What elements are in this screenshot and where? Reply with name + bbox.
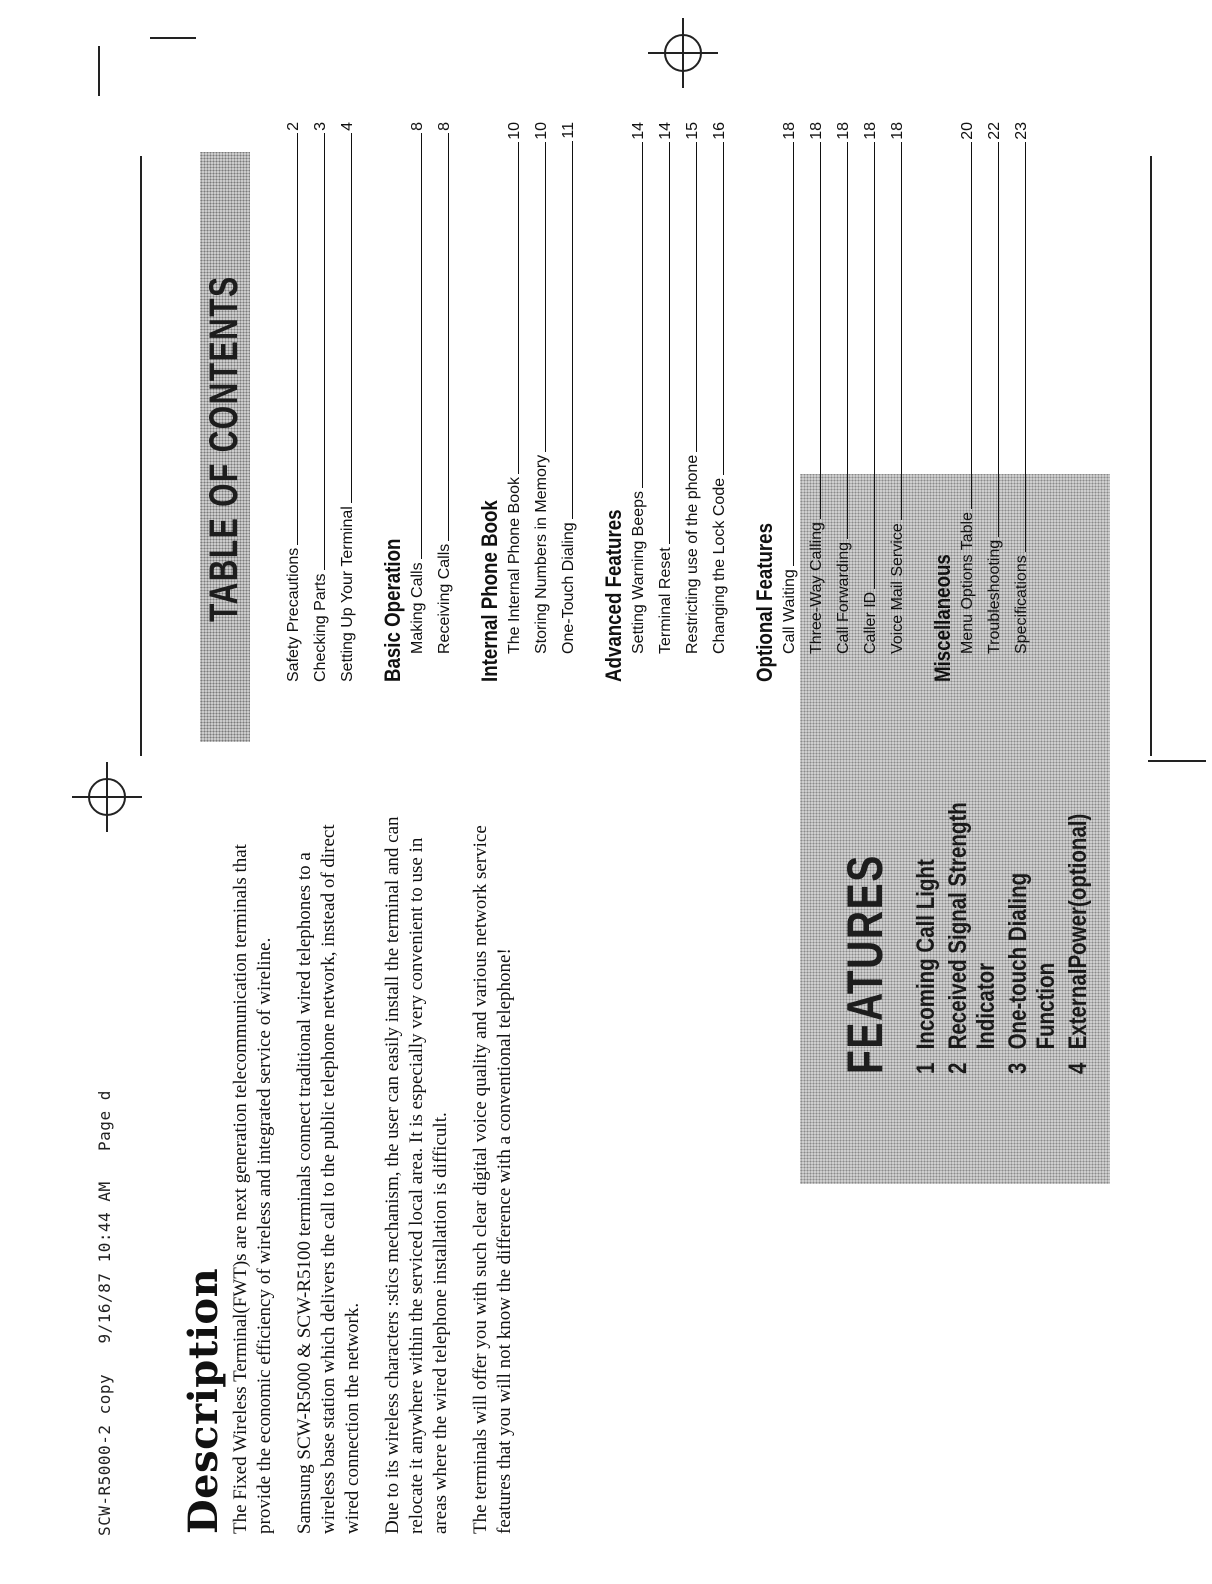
leader-line [793,142,794,566]
toc-section-heading: Basic Operation [380,538,405,682]
toc-entry-label: Storing Numbers in Memory [533,454,550,654]
toc-section-advanced-features [601,122,738,682]
toc-entry-page: 15 [684,122,701,140]
leader-line [351,133,352,503]
toc-entry-page: 14 [657,122,674,140]
toc-entry[interactable] [657,122,684,682]
toc-entry-label: Making Calls [409,562,426,654]
toc-entry-label: Menu Options Table [959,511,976,654]
toc-entry[interactable] [630,122,657,682]
toc-entry[interactable] [285,122,312,682]
leader-line [324,133,325,571]
toc-entry[interactable] [862,122,889,682]
feature-number: 3 [1004,1062,1032,1074]
toc-section-heading: Optional Features [752,523,777,682]
toc-entry[interactable] [533,122,560,682]
toc-entry-label: Voice Mail Service [889,523,906,654]
registration-mark-right [664,34,702,72]
toc-entry-page: 18 [889,122,906,140]
description-paragraph: The terminals will offer you with such clear digital voice quality and various network service features that you will not know the difference with a conventional telephone! [470,825,515,1534]
toc-section-basic-operation [380,122,463,682]
description-section [180,794,533,1534]
leader-line [297,133,298,545]
leader-line [847,142,848,539]
toc-entry-page: 8 [436,122,453,131]
feature-text-continued: Indicator [972,962,1000,1050]
toc-section-heading: Miscellaneous [930,554,955,682]
leader-line [723,142,724,475]
crop-mark [98,46,100,96]
leader-line [998,142,999,537]
leader-line [901,142,902,520]
toc-entry-page: 22 [986,122,1003,140]
toc-entry[interactable] [506,122,533,682]
toc-section-heading: Internal Phone Book [477,500,502,682]
toc-entry[interactable] [781,122,808,682]
feature-text-continued: Function [1032,962,1060,1050]
toc-entry-label: Receiving Calls [436,543,453,654]
toc-entry[interactable] [409,122,436,682]
toc-entry[interactable] [339,122,366,682]
toc-entry-label: Specifications [1013,555,1030,654]
toc-entry[interactable] [986,122,1013,682]
toc-entry[interactable] [835,122,862,682]
toc-entry-label: Changing the Lock Code [711,477,728,654]
feature-text: Incoming Call Light [912,859,940,1050]
rule-bottom [140,156,142,756]
feature-text: ExternalPower(optional) [1064,813,1092,1050]
toc-entry-label: Restricting use of the phone [684,454,701,654]
toc-entry[interactable] [808,122,835,682]
leader-line [642,142,643,488]
toc-section-heading: Advanced Features [601,509,626,682]
toc-entry[interactable] [959,122,986,682]
toc-title: TABLE OF CONTENTS [202,275,246,622]
leader-line [572,141,573,520]
registration-mark-top [88,778,126,816]
toc-section-internal-phone-book [477,122,587,682]
toc-entry-label: Setting Warning Beeps [630,490,647,654]
description-paragraph: Due to its wireless characters :stics mechanism, the user can easily install the terminal and can relocate it anywhere within the serviced local area. It is especially very convenient to use in areas where the wired telephone installation is difficult. [382,816,451,1534]
features-title: FEATURES [837,854,893,1074]
toc-entry[interactable] [1013,122,1040,682]
crop-mark [1148,760,1206,762]
toc-entry-page: 2 [285,122,302,131]
table-of-contents [285,122,1040,682]
toc-entry-page: 4 [339,122,356,131]
toc-section-miscellaneous [930,122,1040,682]
feature-item [1064,566,1092,1074]
leader-line [518,142,519,474]
toc-entry[interactable] [684,122,711,682]
toc-entry-label: Terminal Reset [657,547,674,654]
toc-entry-page: 23 [1013,122,1030,140]
toc-entry-page: 18 [835,122,852,140]
leader-line [1025,142,1026,552]
leader-line [448,133,449,541]
toc-entry[interactable] [436,122,463,682]
leader-line [669,142,670,545]
toc-entry-label: One-Touch Dialing [560,522,577,654]
toc-entry-page: 10 [506,122,523,140]
toc-entry-label: Troubleshooting [986,539,1003,654]
leader-line [545,142,546,452]
crop-mark [150,37,196,39]
feature-text: Received Signal Strength [944,802,972,1050]
toc-entry-page: 10 [533,122,550,140]
feature-text: One-touch Dialing [1004,872,1032,1050]
leader-line [971,142,972,509]
feature-number: 2 [944,1062,972,1074]
leader-line [421,133,422,560]
toc-entry-label: Call Forwarding [835,541,852,654]
toc-entry-label: The Internal Phone Book [506,476,523,654]
toc-section-optional-features [752,122,916,682]
toc-banner [200,152,250,742]
file-header: SCW-R5000-2 copy 9/16/87 10:44 AM Page d [95,1090,114,1536]
toc-entry-label: Three-Way Calling [808,522,825,654]
feature-number: 4 [1064,1062,1092,1074]
description-title: Description [180,1267,227,1534]
description-paragraph: The Fixed Wireless Terminal(FWT)s are next generation telecommunication terminals that provide the economic efficiency of wireless and integrated service of wireline. [230,844,275,1534]
toc-entry-label: Safety Precautions [285,547,302,682]
toc-entry-page: 11 [560,122,577,139]
toc-entry-label: Call Waiting [781,569,798,654]
toc-entry-page: 18 [808,122,825,140]
toc-entry[interactable] [711,122,738,682]
leader-line [820,142,821,519]
leader-line [874,142,875,589]
toc-entry[interactable] [560,122,587,682]
leader-line [696,142,697,452]
rule-top [1150,156,1152,756]
toc-entry-label: Checking Parts [312,573,329,682]
description-paragraph: Samsung SCW-R5000 & SCW-R5100 terminals connect traditional wired telephones to a wireless base station which delivers the call to the public telephone network, instead of direct wired connection the network. [294,824,363,1534]
feature-number: 1 [912,1062,940,1074]
toc-entry-page: 18 [781,122,798,140]
toc-entry-page: 8 [409,122,426,131]
toc-entry-page: 14 [630,122,647,140]
toc-entry[interactable] [312,122,339,682]
toc-entry-page: 18 [862,122,879,140]
toc-entry-label: Caller ID [862,591,879,654]
toc-entry[interactable] [889,122,916,682]
toc-entry-page: 16 [711,122,728,140]
toc-entry-page: 20 [959,122,976,140]
toc-entry-page: 3 [312,122,329,131]
toc-entry-label: Setting Up Your Terminal [339,506,356,682]
